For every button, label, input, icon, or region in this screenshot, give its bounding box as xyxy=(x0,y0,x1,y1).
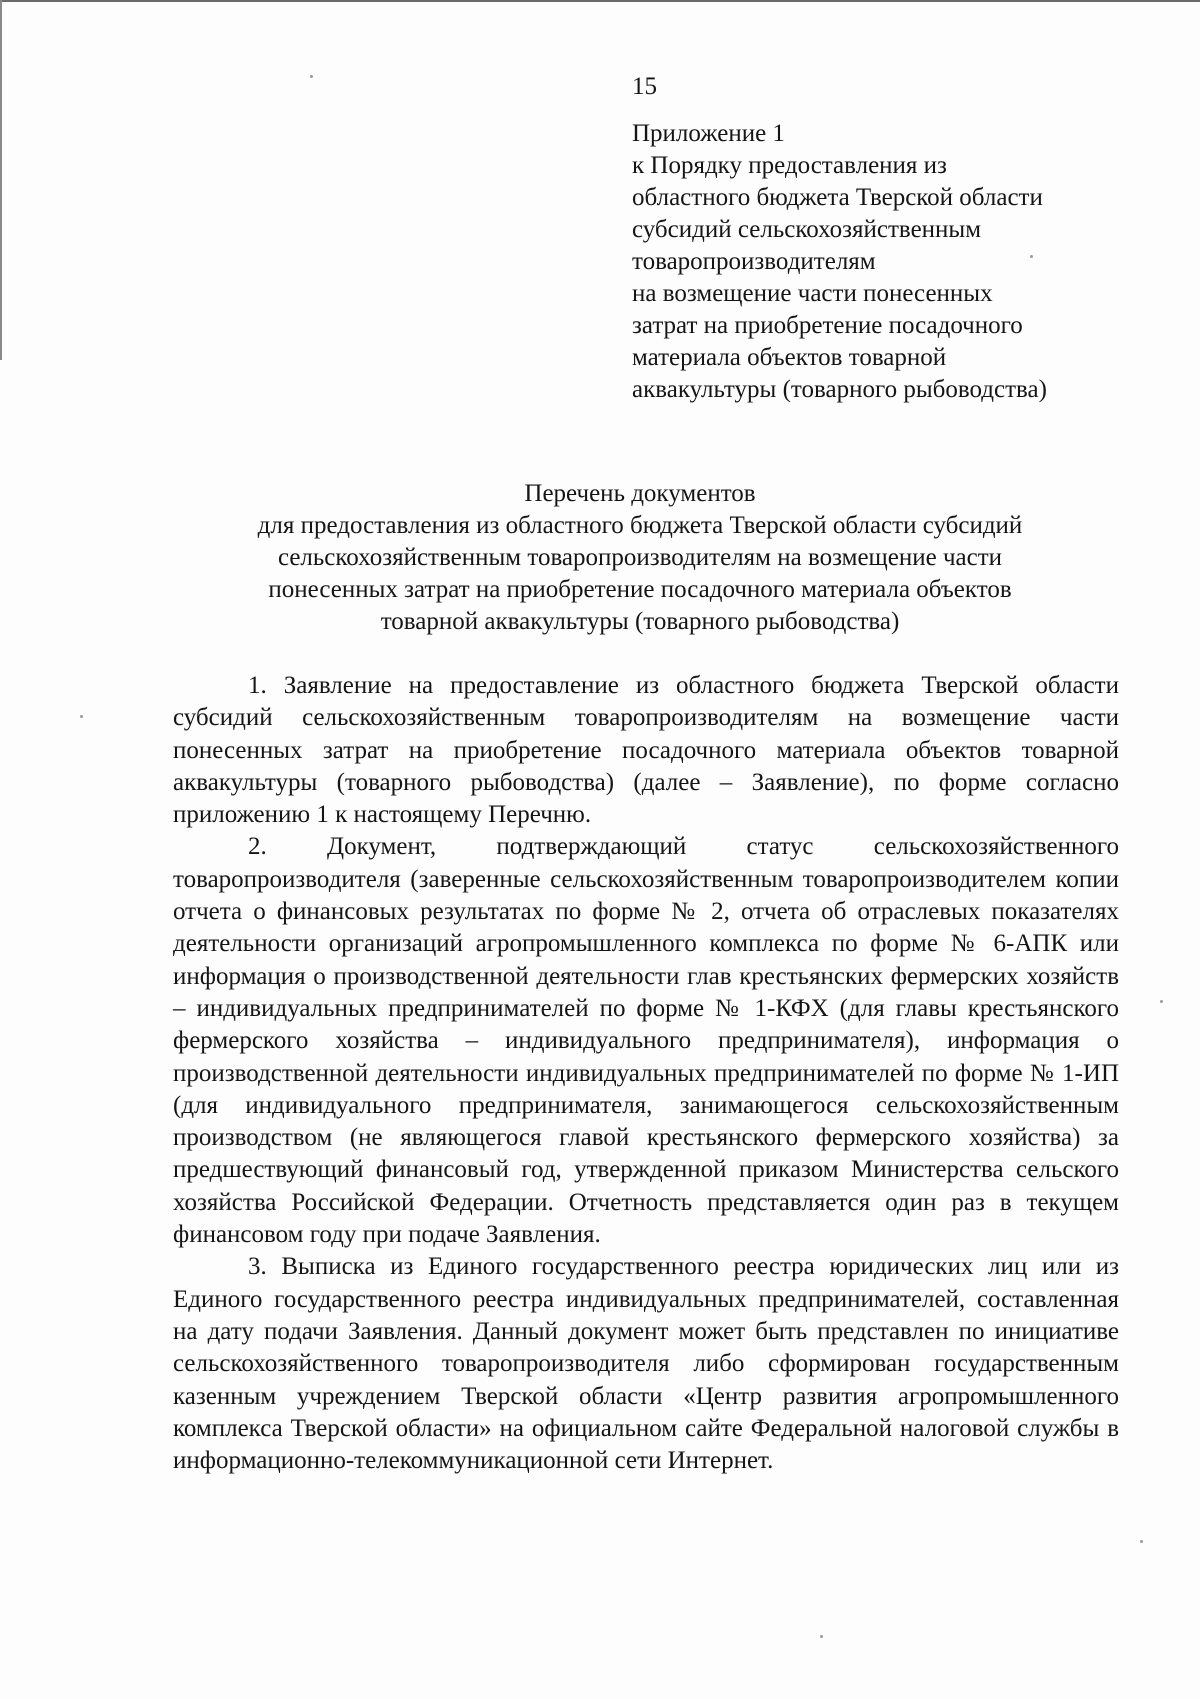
document-body xyxy=(173,670,1119,1477)
appendix-line: товаропроизводителям xyxy=(632,248,876,275)
title-line: Перечень документов xyxy=(524,480,756,507)
appendix-line: аквакультуры (товарного рыбоводства) xyxy=(632,376,1047,403)
title-line: товарной аквакультуры (товарного рыбоводства) xyxy=(380,608,900,635)
scan-speck xyxy=(310,75,313,78)
scan-edge-left xyxy=(0,0,2,360)
appendix-line: к Порядку предоставления из xyxy=(632,152,947,179)
appendix-line: на возмещение части понесенных xyxy=(632,280,993,307)
scan-speck xyxy=(820,1635,823,1638)
appendix-line: Приложение 1 xyxy=(632,120,785,147)
appendix-header xyxy=(632,118,1132,406)
paragraph-item-1: 1. Заявление на предоставление из областного бюджета Тверской области субсидий сельскохозяйственным товаропроизводителям на возмещение части понесенных затрат на приобретение посадочного материала объектов товарной аквакультуры (товарного рыбоводства) (далее – Заявление), по форме согласно приложению 1 к настоящему Перечню. xyxy=(173,672,1119,829)
appendix-line: материала объектов товарной xyxy=(632,344,947,371)
appendix-line: затрат на приобретение посадочного xyxy=(632,312,1023,339)
paragraph-item-2: 2. Документ, подтверждающий статус сельскохозяйственного товаропроизводителя (заверенные сельскохозяйственным товаропроизводителем копии отчета о финансовых результатах по форме № 2, отчета об отраслевых показателях деятельности организаций агропромышленного комплекса по форме № 6-АПК или информация о производственной деятельности глав крестьянских фермерских хозяйств – индивидуальных предпринимателей по форме № 1-КФХ (для главы крестьянского фермерского хозяйства – индивидуального предпринимателя), информация о производственной деятельности индивидуальных предпринимателей по форме № 1-ИП (для индивидуального предпринимателя, занимающегося сельскохозяйственным производством (не являющегося главой крестьянского фермерского хозяйства) за предшествующий финансовый год, утвержденной приказом Министерства сельского хозяйства Российской Федерации. Отчетность представляется один раз в текущем финансовом году при подаче Заявления. xyxy=(173,833,1119,1249)
page-number: 15 xyxy=(632,73,657,100)
title-line: сельскохозяйственным товаропроизводителям на возмещение части xyxy=(277,544,1003,571)
appendix-line: областного бюджета Тверской области xyxy=(632,184,1043,211)
document-title xyxy=(160,478,1120,638)
appendix-line: субсидий сельскохозяйственным xyxy=(632,216,982,243)
title-line: для предоставления из областного бюджета Тверской области субсидий xyxy=(257,512,1023,539)
scan-speck xyxy=(1160,1000,1163,1003)
scan-edge-top xyxy=(0,0,1200,2)
scan-speck xyxy=(80,715,83,718)
title-line: понесенных затрат на приобретение посадочного материала объектов xyxy=(268,576,1012,603)
paragraph-item-3: 3. Выписка из Единого государственного реестра юридических лиц или из Единого государственного реестра индивидуальных предпринимателей, составленная на дату подачи Заявления. Данный документ может быть представлен по инициативе сельскохозяйственного товаропроизводителя либо сформирован государственным казенным учреждением Тверской области «Центр развития агропромышленного комплекса Тверской области» на официальном сайте Федеральной налоговой службы в информационно-телекоммуникационной сети Интернет. xyxy=(173,1253,1119,1475)
scan-speck xyxy=(1140,1540,1143,1543)
